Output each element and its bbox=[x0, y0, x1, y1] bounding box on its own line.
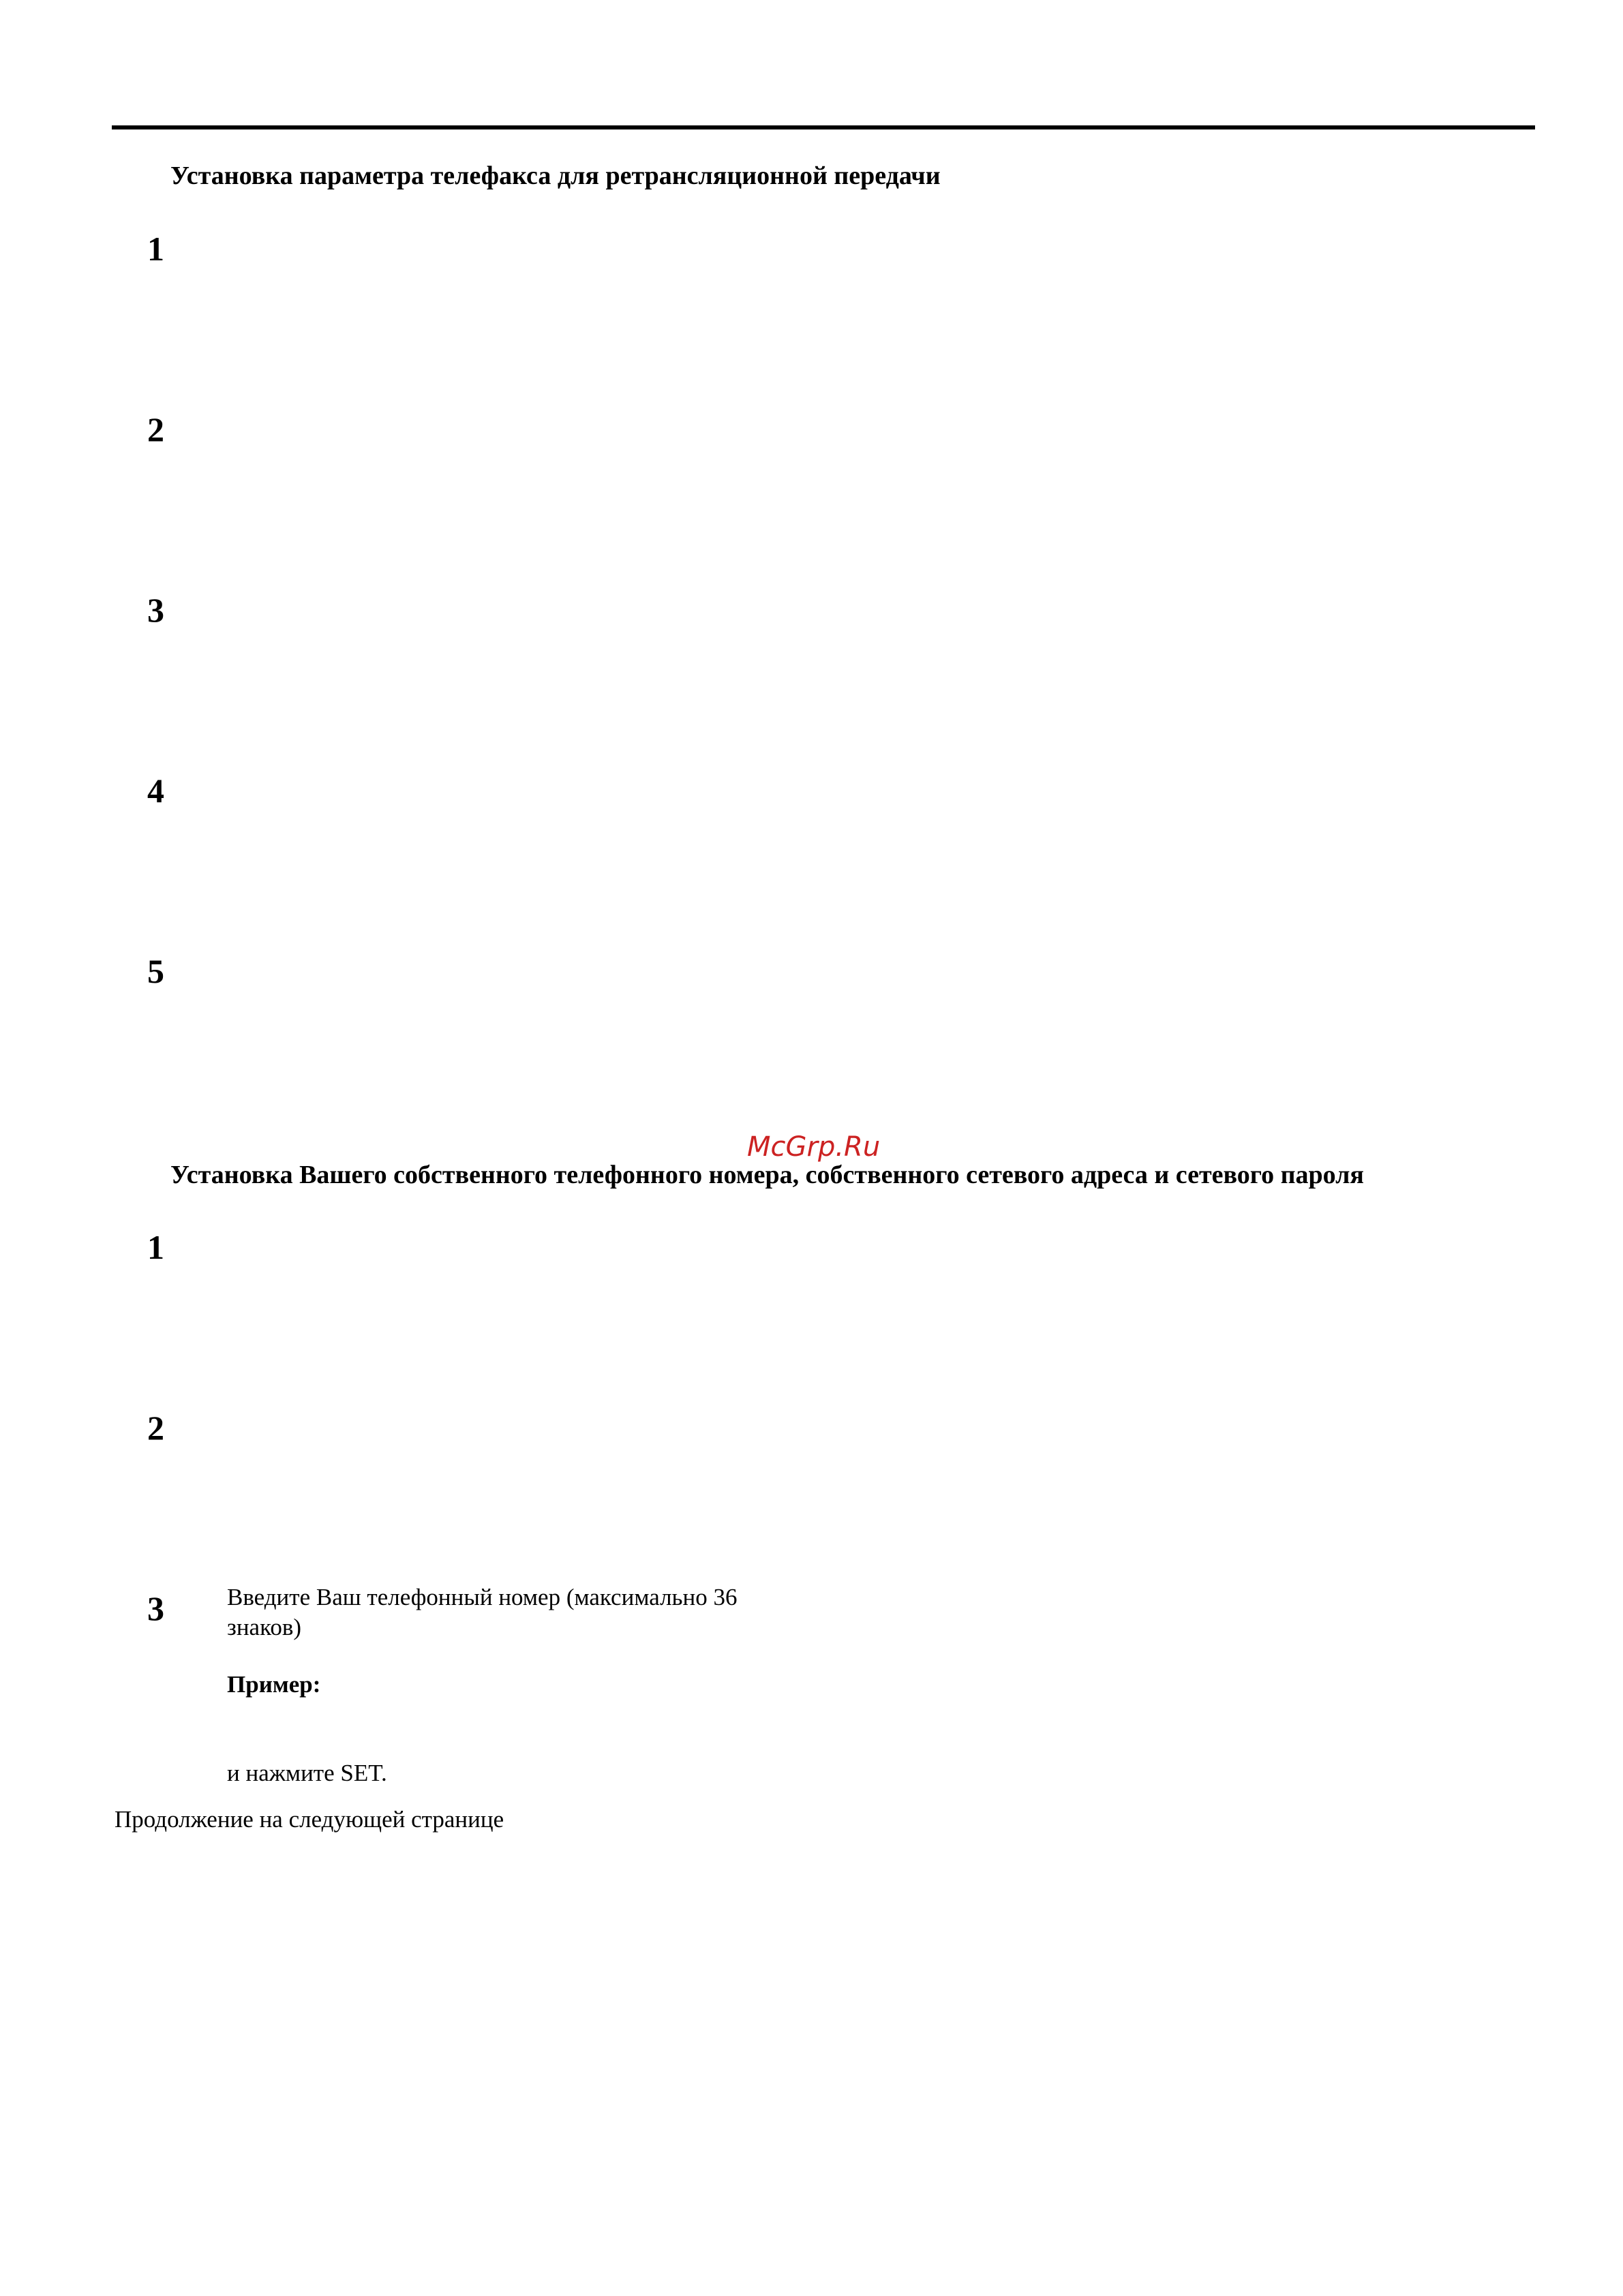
section1-step-2: 2 bbox=[147, 410, 164, 448]
step3-press-text: и нажмите SET. bbox=[227, 1760, 387, 1786]
section1-heading: Установка параметра телефакса для ретрансляционной передачи bbox=[170, 162, 941, 190]
step3-text-line2: знаков) bbox=[227, 1614, 301, 1640]
step3-text-line1: Введите Ваш телефонный номер (максимально 36 bbox=[227, 1584, 738, 1610]
continued-note: Продолжение на следующей странице bbox=[115, 1806, 504, 1833]
section1-step-4: 4 bbox=[147, 771, 164, 810]
section1-step-5: 5 bbox=[147, 952, 164, 990]
section1-step-1: 1 bbox=[147, 230, 164, 268]
section2-step-1: 1 bbox=[147, 1228, 164, 1266]
step3-example-label: Пример: bbox=[227, 1671, 321, 1698]
watermark: McGrp.Ru bbox=[747, 1131, 881, 1163]
section2-step-2: 2 bbox=[147, 1409, 164, 1447]
section2-step-3: 3 bbox=[147, 1589, 164, 1627]
section1-step-3: 3 bbox=[147, 591, 164, 629]
section2-heading: Установка Вашего собственного телефонного номера, собственного сетевого адреса и сетевого пароля bbox=[170, 1161, 1364, 1189]
top-rule bbox=[112, 125, 1535, 129]
